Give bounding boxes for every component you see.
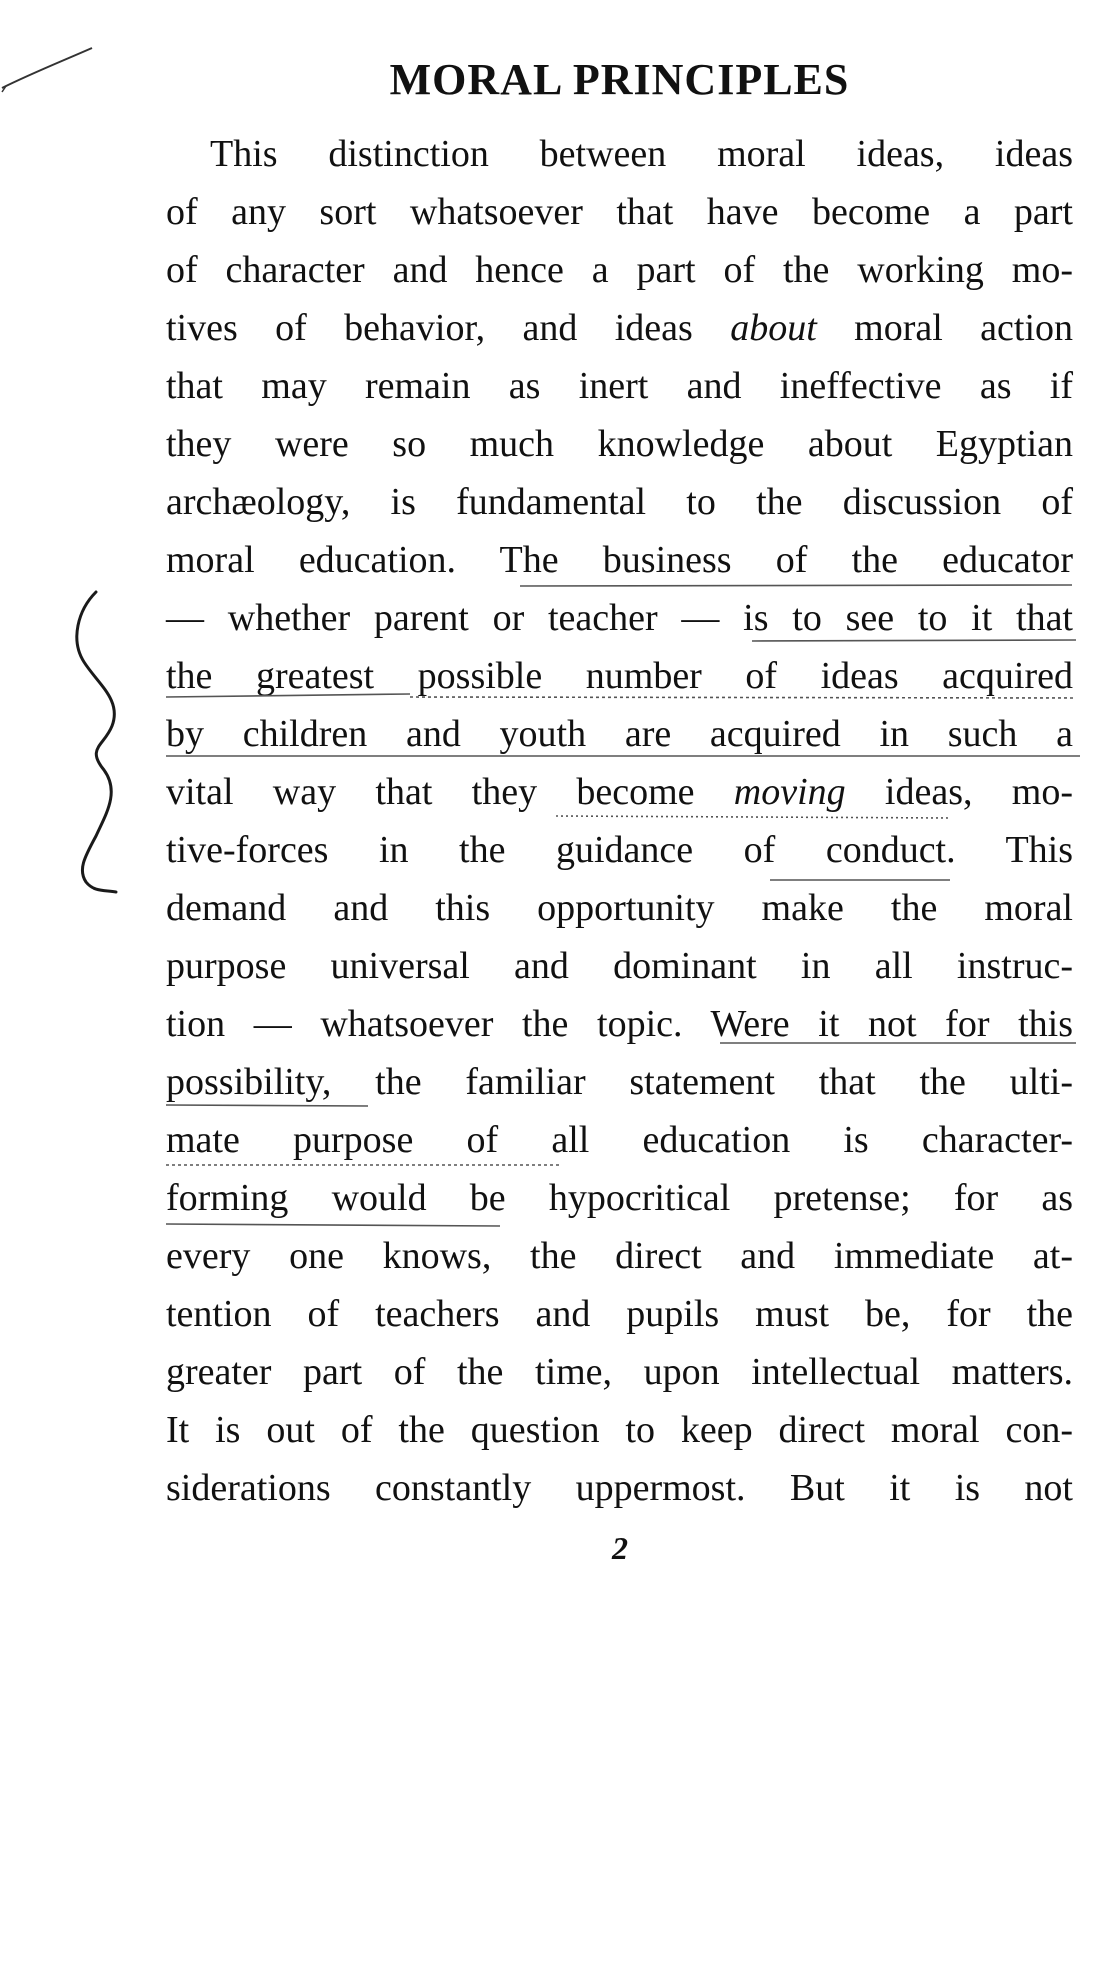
text-segment: — whether parent or teacher — is to see to it that bbox=[166, 597, 1073, 639]
text-line bbox=[166, 1111, 1073, 1169]
text-line bbox=[166, 821, 1073, 879]
text-line bbox=[166, 415, 1073, 473]
text-segment: of any sort whatsoever that have become a part bbox=[166, 191, 1073, 233]
text-line bbox=[166, 937, 1073, 995]
text-segment: ideas, mo- bbox=[845, 771, 1073, 813]
text-segment: archæology, is fundamental to the discussion of bbox=[166, 481, 1073, 523]
text-line bbox=[166, 995, 1073, 1053]
text-segment: demand and this opportunity make the moral bbox=[166, 887, 1073, 929]
text-segment: moral education. The business of the educator bbox=[166, 539, 1073, 581]
text-line bbox=[166, 357, 1073, 415]
emphasis-text: about bbox=[730, 307, 817, 349]
text-line bbox=[166, 1401, 1073, 1459]
text-segment: tive-forces in the guidance of conduct. This bbox=[166, 829, 1073, 871]
text-line bbox=[166, 125, 1073, 183]
text-segment: This distinction between moral ideas, ideas bbox=[210, 133, 1073, 175]
text-segment: of character and hence a part of the working mo- bbox=[166, 249, 1073, 291]
text-line bbox=[166, 531, 1073, 589]
text-line bbox=[166, 1227, 1073, 1285]
text-line bbox=[166, 647, 1073, 705]
text-line bbox=[166, 763, 1073, 821]
text-line bbox=[166, 183, 1073, 241]
text-segment: vital way that they become bbox=[166, 771, 734, 813]
page-number: 2 bbox=[612, 1530, 628, 1566]
text-segment: greater part of the time, upon intellectual matters. bbox=[166, 1351, 1073, 1393]
text-segment: tives of behavior, and ideas bbox=[166, 307, 731, 349]
text-segment: that may remain as inert and ineffective as if bbox=[166, 365, 1073, 407]
text-line bbox=[166, 241, 1073, 299]
text-segment: mate purpose of all education is character- bbox=[166, 1119, 1073, 1161]
text-line bbox=[166, 1343, 1073, 1401]
text-line bbox=[166, 473, 1073, 531]
text-segment: siderations constantly uppermost. But it is not bbox=[166, 1467, 1073, 1509]
pencil-tick-mark bbox=[2, 48, 92, 88]
text-line bbox=[166, 1459, 1073, 1517]
bracket-mark bbox=[77, 592, 116, 892]
emphasis-text: moving bbox=[733, 771, 846, 813]
text-segment: possibility, the familiar statement that the ulti- bbox=[166, 1061, 1073, 1103]
text-line bbox=[166, 1285, 1073, 1343]
text-segment: they were so much knowledge about Egyptian bbox=[166, 423, 1073, 465]
text-segment: forming would be hypocritical pretense; for as bbox=[166, 1177, 1073, 1219]
text-line bbox=[166, 1169, 1073, 1227]
text-segment: moral action bbox=[816, 307, 1074, 349]
text-line bbox=[166, 705, 1073, 763]
text-segment: It is out of the question to keep direct moral con- bbox=[166, 1409, 1073, 1451]
text-segment: tention of teachers and pupils must be, for the bbox=[166, 1293, 1073, 1335]
text-segment: the greatest possible number of ideas acquired bbox=[166, 655, 1073, 697]
body-text bbox=[166, 125, 1073, 1517]
text-line bbox=[166, 879, 1073, 937]
text-segment: purpose universal and dominant in all instruc- bbox=[166, 945, 1073, 987]
text-line bbox=[166, 589, 1073, 647]
text-segment: by children and youth are acquired in such a bbox=[166, 713, 1073, 755]
text-segment: tion — whatsoever the topic. Were it not for this bbox=[166, 1003, 1073, 1045]
text-segment: every one knows, the direct and immediate at- bbox=[166, 1235, 1073, 1277]
text-line bbox=[166, 299, 1073, 357]
text-line bbox=[166, 1053, 1073, 1111]
running-head: MORAL PRINCIPLES bbox=[389, 55, 850, 104]
